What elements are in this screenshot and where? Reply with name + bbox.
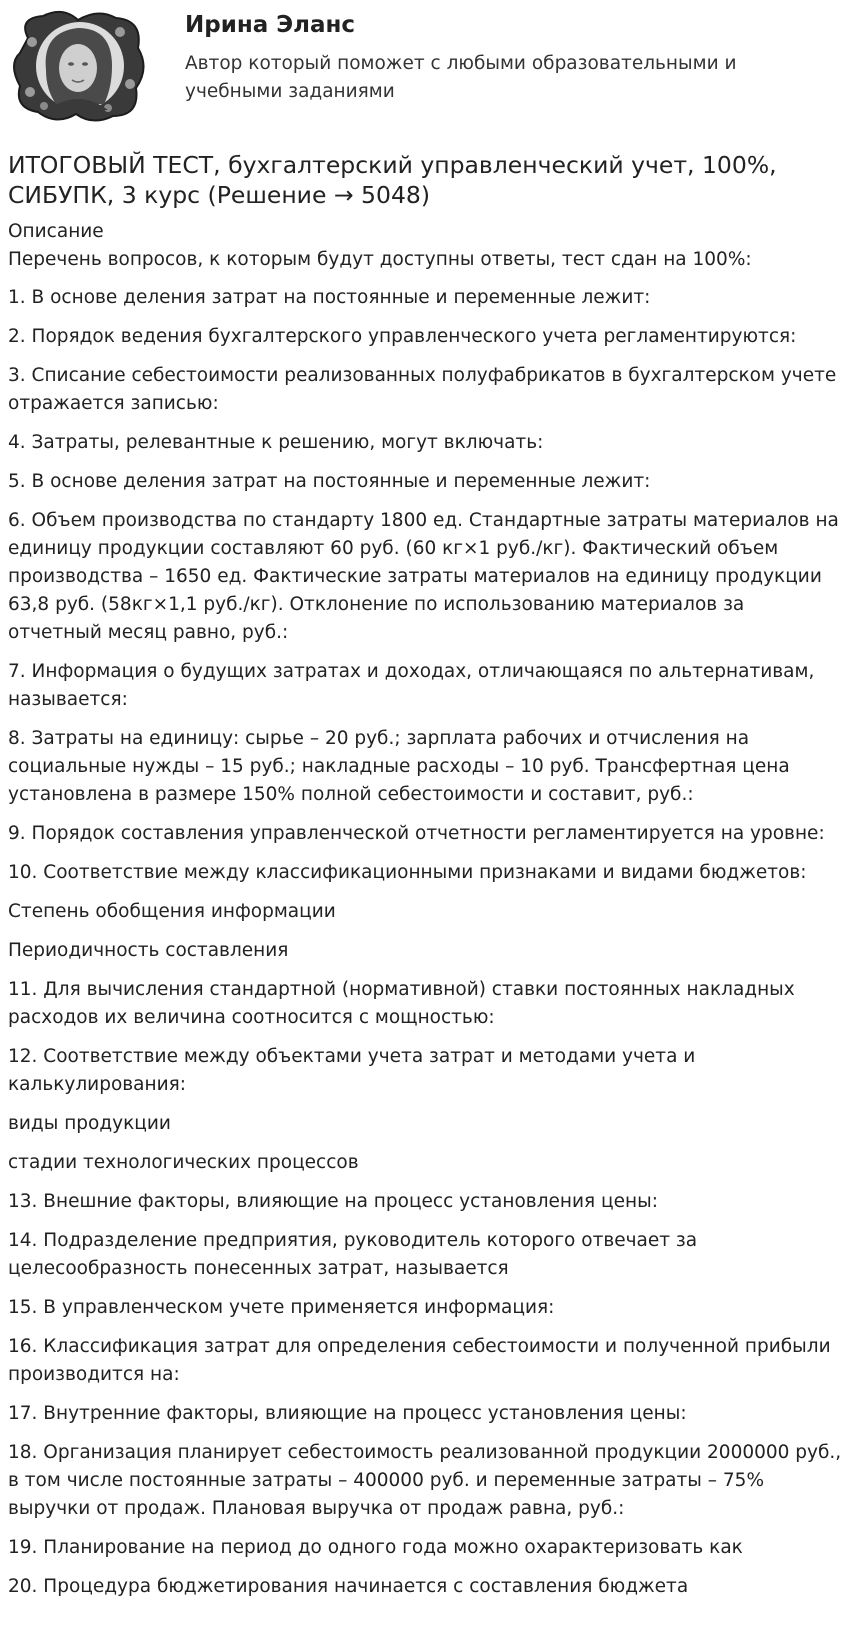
question-item: 4. Затраты, релевантные к решению, могут включать: xyxy=(8,432,544,453)
author-name[interactable]: Ирина Эланс xyxy=(185,12,356,38)
question-list xyxy=(8,284,843,1601)
question-item: 14. Подразделение предприятия, руководитель которого отвечает за целесообразность понесенных затрат, называется xyxy=(8,1230,698,1279)
author-avatar[interactable] xyxy=(8,8,148,124)
question-item: виды продукции xyxy=(8,1113,171,1134)
question-item: 5. В основе деления затрат на постоянные и переменные лежит: xyxy=(8,471,651,492)
question-item: 13. Внешние факторы, влияющие на процесс установления цены: xyxy=(8,1191,658,1212)
question-item: 17. Внутренние факторы, влияющие на процесс установления цены: xyxy=(8,1403,687,1424)
question-item: 8. Затраты на единицу: сырье – 20 руб.; зарплата рабочих и отчисления на социальные нужды – 15 руб.; накладные расходы – 10 руб. Трансфертная цена установлена в размере 150% полной себестоимости и составит, руб.: xyxy=(8,728,790,805)
question-item: 15. В управленческом учете применяется информация: xyxy=(8,1297,555,1318)
question-item: 12. Соответствие между объектами учета затрат и методами учета и калькулирования: xyxy=(8,1046,696,1095)
question-item: 19. Планирование на период до одного года можно охарактеризовать как xyxy=(8,1537,743,1558)
questions-intro: Перечень вопросов, к которым будут доступны ответы, тест сдан на 100%: xyxy=(8,249,752,270)
question-item: 18. Организация планирует себестоимость реализованной продукции 2000000 руб., в том числе постоянные затраты – 400000 руб. и переменные затраты – 75% выручки от продаж. Плановая выручка от продаж равна, руб.: xyxy=(8,1442,842,1519)
author-description: Автор который поможет с любыми образовательными и учебными заданиями xyxy=(185,53,737,102)
description-label: Описание xyxy=(8,221,104,242)
question-item: 1. В основе деления затрат на постоянные и переменные лежит: xyxy=(8,287,651,308)
question-item: 11. Для вычисления стандартной (нормативной) ставки постоянных накладных расходов их величина соотносится с мощностью: xyxy=(8,979,795,1028)
document-title: ИТОГОВЫЙ ТЕСТ, бухгалтерский управленческий учет, 100%, СИБУПК, 3 курс (Решение → 5048) xyxy=(8,151,777,209)
document-content xyxy=(8,150,843,1612)
question-item: Периодичность составления xyxy=(8,940,289,961)
question-item: 3. Списание себестоимости реализованных полуфабрикатов в бухгалтерском учете отражается записью: xyxy=(8,365,837,414)
avatar-frame-icon xyxy=(8,8,148,124)
question-item: Степень обобщения информации xyxy=(8,901,336,922)
question-item: 10. Соответствие между классификационными признаками и видами бюджетов: xyxy=(8,862,807,883)
question-item: 20. Процедура бюджетирования начинается с составления бюджета xyxy=(8,1576,689,1597)
question-item: 16. Классификация затрат для определения себестоимости и полученной прибыли производится на: xyxy=(8,1336,831,1385)
question-item: стадии технологических процессов xyxy=(8,1152,359,1173)
question-item: 7. Информация о будущих затратах и доходах, отличающаяся по альтернативам, называется: xyxy=(8,661,815,710)
question-item: 2. Порядок ведения бухгалтерского управленческого учета регламентируются: xyxy=(8,326,797,347)
question-item: 9. Порядок составления управленческой отчетности регламентируется на уровне: xyxy=(8,823,825,844)
question-item: 6. Объем производства по стандарту 1800 ед. Стандартные затраты материалов на единицу продукции составляют 60 руб. (60 кг×1 руб./кг). Фактический объем производства – 1650 ед. Фактические затраты материалов на единицу продукции 63,8 руб. (58кг×1,1 руб./кг). Отклонение по использованию материалов за отчетный месяц равно, руб.: xyxy=(8,510,839,643)
author-card xyxy=(0,0,847,130)
